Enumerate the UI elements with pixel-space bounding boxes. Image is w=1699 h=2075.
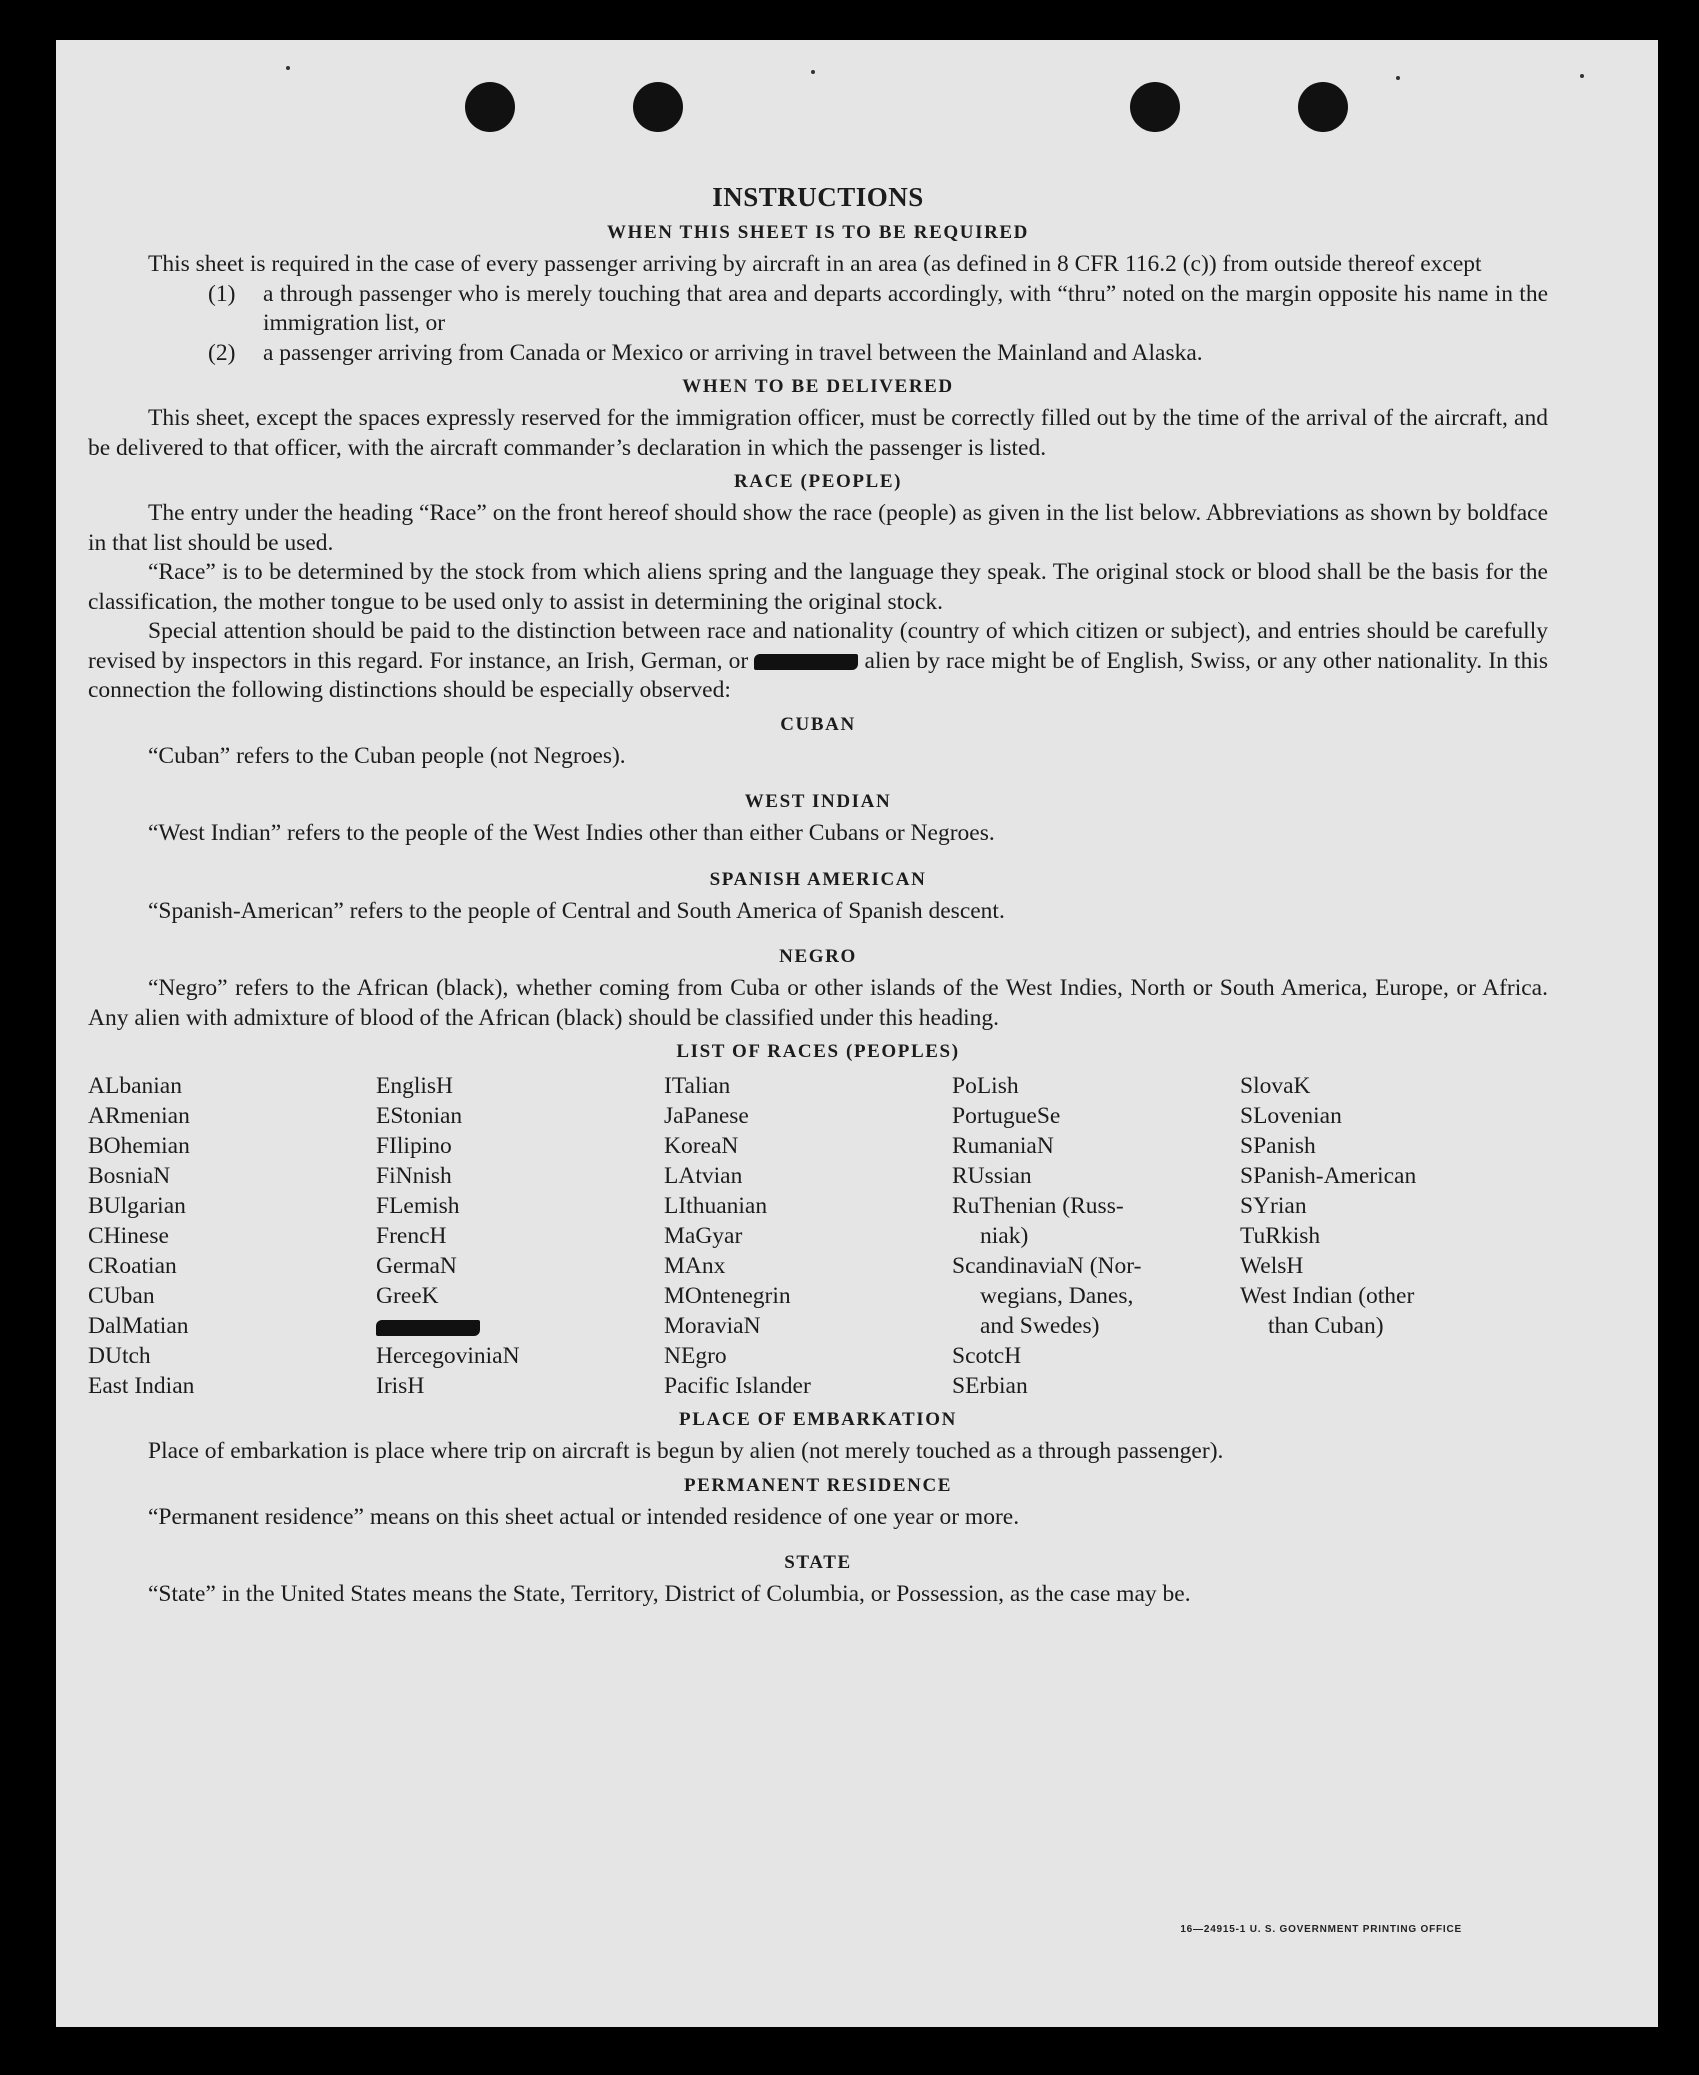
races-column-4 <box>952 1071 1240 1401</box>
heading-required: WHEN THIS SHEET IS TO BE REQUIRED <box>606 222 1030 243</box>
required-item-2 <box>208 339 1548 369</box>
race-entry: ARmenian <box>88 1103 190 1129</box>
race-paragraph-3 <box>88 617 1548 706</box>
west-indian-text: “West Indian” refers to the people of the West Indies other than either Cubans or Negroes. <box>148 820 995 846</box>
race-entry: IrisH <box>376 1373 425 1399</box>
race-entry: SYrian <box>1240 1193 1307 1219</box>
race-entry: RuThenian (Russ- <box>952 1193 1124 1219</box>
heading-cuban: CUBAN <box>780 713 856 735</box>
race-entry: TuRkish <box>1240 1223 1321 1249</box>
race-entry: MAnx <box>664 1253 726 1279</box>
race-entry: ScandinaviaN (Nor- <box>952 1253 1142 1279</box>
race-entry: CUban <box>88 1283 155 1309</box>
race-entry: SPanish-American <box>1240 1163 1417 1189</box>
race-entry: CHinese <box>88 1223 169 1249</box>
delivered-text: This sheet, except the spaces expressly reserved for the immigration officer, must be correctly filled out by the time of the arrival of the aircraft, and be delivered to that officer, with the aircraft commander’s declaration in which the passenger is listed. <box>88 405 1548 461</box>
race-entry: SPanish <box>1240 1133 1316 1159</box>
heading-west-indian: WEST INDIAN <box>744 791 892 812</box>
race-entry-continued: wegians, Danes, <box>980 1283 1134 1309</box>
embarkation-text: Place of embarkation is place where trip on aircraft is begun by alien (not merely touched as a through passenger). <box>148 1438 1224 1464</box>
race-entry: East Indian <box>88 1373 195 1399</box>
races-column-2 <box>376 1071 664 1401</box>
punch-hole <box>633 82 683 132</box>
race-entry: DalMatian <box>88 1313 189 1339</box>
speck <box>1580 74 1584 78</box>
item-text: a through passenger who is merely touching that area and departs accordingly, with “thru” noted on the margin opposite his name in the immigration list, or <box>263 280 1548 336</box>
heading-spanish-american: SPANISH AMERICAN <box>709 868 927 890</box>
race-entry: NEgro <box>664 1343 727 1369</box>
punch-hole <box>1298 82 1348 132</box>
document-page <box>56 40 1658 2027</box>
race-entry: SErbian <box>952 1373 1028 1399</box>
page-title: INSTRUCTIONS <box>712 182 924 212</box>
race-entry: MoraviaN <box>664 1313 761 1339</box>
redaction-mark <box>376 1320 480 1336</box>
race-entry: BUlgarian <box>88 1193 186 1219</box>
race-entry: West Indian (other <box>1240 1283 1415 1309</box>
residence-text: “Permanent residence” means on this sheet actual or intended residence of one year or more. <box>148 1503 1020 1530</box>
race-entry: SlovaK <box>1240 1073 1311 1099</box>
race-entry: FIlipino <box>376 1133 452 1159</box>
race-entry: ITalian <box>664 1073 731 1099</box>
race-entry: GreeK <box>376 1283 439 1309</box>
race-entry: SLovenian <box>1240 1103 1342 1129</box>
race-entry: GermaN <box>376 1253 457 1279</box>
race-entry: RUssian <box>952 1163 1032 1189</box>
heading-state: STATE <box>784 1552 852 1573</box>
race-entry: FLemish <box>376 1193 460 1219</box>
race-entry: FrencH <box>376 1223 447 1249</box>
race-entry: JaPanese <box>664 1103 749 1129</box>
race-paragraph-3-end: alien by race might be of English, Swiss, or any other nationality. In this connection the following distinctions should be especially observed: <box>88 647 1548 703</box>
race-entry: WelsH <box>1240 1253 1304 1279</box>
race-entry: BosniaN <box>88 1163 171 1189</box>
race-entry-continued: than Cuban) <box>1268 1313 1384 1339</box>
item-text: a passenger arriving from Canada or Mexico or arriving in travel between the Mainland and Alaska. <box>263 339 1203 366</box>
race-entry: KoreaN <box>664 1133 739 1159</box>
race-entry: LIthuanian <box>664 1193 768 1219</box>
speck <box>811 70 815 74</box>
speck <box>1396 76 1400 80</box>
race-entry: PoLish <box>952 1073 1019 1099</box>
race-entry: MOntenegrin <box>664 1283 791 1309</box>
race-entry: CRoatian <box>88 1253 177 1279</box>
race-entry-continued: niak) <box>980 1223 1029 1249</box>
race-paragraph-3-start: Special attention should be paid to the distinction between race and nationality (country of which citizen or subject), and entries should be carefully revised by inspectors in this regard. For instance, an Irish, German, or <box>88 618 1548 674</box>
race-entry: DUtch <box>88 1343 151 1369</box>
race-paragraph-1: The entry under the heading “Race” on the front hereof should show the race (people) as given in the list below. Abbreviations as shown by boldface in that list should be used. <box>88 500 1548 556</box>
race-entry-continued: and Swedes) <box>980 1313 1100 1339</box>
instructions-body <box>88 180 1548 1610</box>
negro-text: “Negro” refers to the African (black), whether coming from Cuba or other islands of the West Indies, North or South America, Europe, or Africa. Any alien with admixture of blood of the African (black) should be classified under this heading. <box>88 975 1548 1031</box>
heading-embarkation: PLACE OF EMBARKATION <box>679 1409 957 1430</box>
race-entry: RumaniaN <box>952 1133 1054 1159</box>
spanish-american-text: “Spanish-American” refers to the people of Central and South America of Spanish descent. <box>148 897 1005 924</box>
required-item-1 <box>208 280 1548 339</box>
races-column-5 <box>1240 1071 1528 1401</box>
heading-list-of-races: LIST OF RACES (PEOPLES) <box>676 1041 960 1062</box>
state-text: “State” in the United States means the State, Territory, District of Columbia, or Possession, as the case may be. <box>148 1581 1191 1607</box>
race-entry: FiNnish <box>376 1163 452 1189</box>
redaction-mark <box>754 654 858 670</box>
race-entry: ALbanian <box>88 1073 182 1099</box>
race-entry: PortugueSe <box>952 1103 1061 1129</box>
speck <box>286 66 290 70</box>
item-number: (1) <box>208 280 236 307</box>
punch-hole <box>1130 82 1180 132</box>
race-entry: MaGyar <box>664 1223 743 1249</box>
punch-hole <box>465 82 515 132</box>
races-list <box>88 1071 1548 1401</box>
race-entry: LAtvian <box>664 1163 743 1189</box>
race-entry: EStonian <box>376 1103 463 1129</box>
printing-office-code: 16—24915-1 U. S. GOVERNMENT PRINTING OFFICE <box>1180 1924 1462 1935</box>
race-entry: HercegoviniaN <box>376 1343 520 1369</box>
race-entry: EnglisH <box>376 1073 454 1099</box>
races-column-3 <box>664 1071 952 1401</box>
redacted-entry <box>376 1311 664 1341</box>
race-entry: Pacific Islander <box>664 1373 811 1399</box>
races-column-1 <box>88 1071 376 1401</box>
heading-race: RACE (PEOPLE) <box>733 471 903 492</box>
heading-negro: NEGRO <box>779 946 857 967</box>
race-paragraph-2: “Race” is to be determined by the stock from which aliens spring and the language they speak. The original stock or blood shall be the basis for the classification, the mother tongue to be used only to assist in determining the original stock. <box>88 559 1548 615</box>
cuban-text: “Cuban” refers to the Cuban people (not Negroes). <box>148 742 626 769</box>
required-intro: This sheet is required in the case of every passenger arriving by aircraft in an area (as defined in 8 CFR 116.2 (c)) from outside thereof except <box>148 251 1482 277</box>
heading-residence: PERMANENT RESIDENCE <box>683 1474 953 1496</box>
race-entry: BOhemian <box>88 1133 190 1159</box>
item-number: (2) <box>208 339 236 366</box>
heading-delivered: WHEN TO BE DELIVERED <box>682 376 954 397</box>
race-entry: ScotcH <box>952 1343 1022 1369</box>
